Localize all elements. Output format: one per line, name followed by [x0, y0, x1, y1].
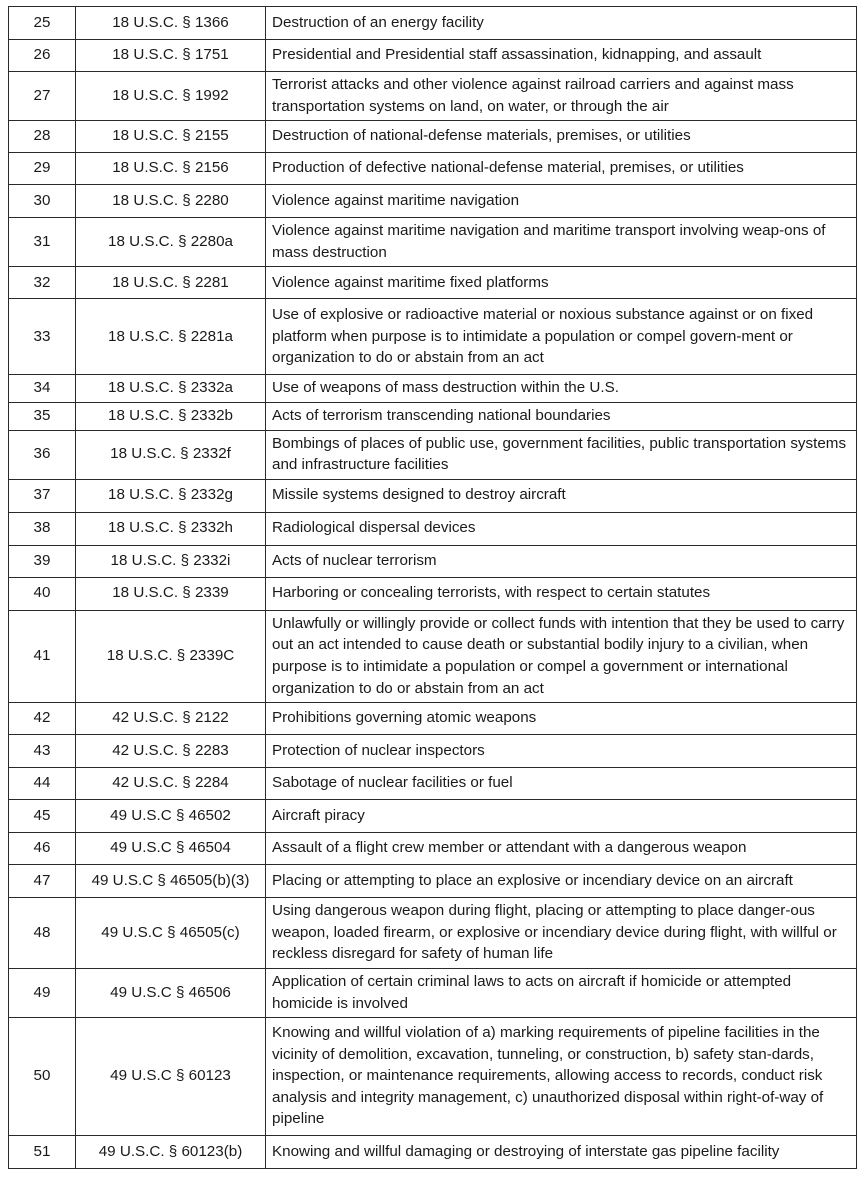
offense-description: Protection of nuclear inspectors: [266, 735, 857, 768]
offense-description: Acts of terrorism transcending national boundaries: [266, 402, 857, 430]
offense-description: Acts of nuclear terrorism: [266, 545, 857, 577]
statute-citation: 18 U.S.C. § 2281: [76, 267, 266, 299]
row-number: 38: [9, 512, 76, 545]
offense-description: Use of weapons of mass destruction within the U.S.: [266, 375, 857, 403]
row-number: 47: [9, 865, 76, 898]
row-number: 45: [9, 800, 76, 833]
table-row: [9, 610, 857, 702]
row-number: 26: [9, 40, 76, 72]
table-row: [9, 375, 857, 403]
table-row: [9, 430, 857, 479]
offense-description: Aircraft piracy: [266, 800, 857, 833]
statute-citation: 18 U.S.C. § 2332h: [76, 512, 266, 545]
statutes-table-body: [9, 7, 857, 1169]
offense-description: Destruction of an energy facility: [266, 7, 857, 40]
statute-citation: 49 U.S.C § 46506: [76, 968, 266, 1017]
table-row: [9, 185, 857, 218]
offense-description: Violence against maritime navigation and maritime transport involving weap-ons of mass destruction: [266, 218, 857, 267]
row-number: 36: [9, 430, 76, 479]
offense-description: Sabotage of nuclear facilities or fuel: [266, 768, 857, 800]
statute-citation: 49 U.S.C § 46502: [76, 800, 266, 833]
table-row: [9, 577, 857, 610]
table-row: [9, 865, 857, 898]
statute-citation: 18 U.S.C. § 2332g: [76, 479, 266, 512]
row-number: 33: [9, 299, 76, 375]
offense-description: Prohibitions governing atomic weapons: [266, 703, 857, 735]
table-row: [9, 1136, 857, 1169]
row-number: 39: [9, 545, 76, 577]
row-number: 43: [9, 735, 76, 768]
statute-citation: 18 U.S.C. § 2281a: [76, 299, 266, 375]
offense-description: Harboring or concealing terrorists, with respect to certain statutes: [266, 577, 857, 610]
statute-citation: 18 U.S.C. § 2339: [76, 577, 266, 610]
offense-description: Missile systems designed to destroy aircraft: [266, 479, 857, 512]
table-row: [9, 735, 857, 768]
statute-citation: 18 U.S.C. § 2280a: [76, 218, 266, 267]
table-row: [9, 153, 857, 185]
statute-citation: 18 U.S.C. § 2155: [76, 121, 266, 153]
row-number: 49: [9, 968, 76, 1017]
statute-citation: 18 U.S.C. § 2339C: [76, 610, 266, 702]
statute-citation: 18 U.S.C. § 2332b: [76, 402, 266, 430]
table-row: [9, 40, 857, 72]
table-row: [9, 703, 857, 735]
offense-description: Knowing and willful violation of a) marking requirements of pipeline facilities in the vicinity of demolition, excavation, tunneling, or construction, b) safety stan-dards, inspection, or maintenance requirements, allowing access to records, conduct risk analysis and integrity management, c) unauthorized disposal within right-of-way of pipeline: [266, 1018, 857, 1136]
offense-description: Unlawfully or willingly provide or collect funds with intention that they be used to carry out an act intended to cause death or substantial bodily injury to a civilian, when purpose is to intimidate a population or compel a government or international organization to do or abstain from an act: [266, 610, 857, 702]
statute-citation: 18 U.S.C. § 2280: [76, 185, 266, 218]
row-number: 37: [9, 479, 76, 512]
offense-description: Destruction of national-defense materials, premises, or utilities: [266, 121, 857, 153]
row-number: 42: [9, 703, 76, 735]
row-number: 48: [9, 898, 76, 969]
row-number: 31: [9, 218, 76, 267]
row-number: 35: [9, 402, 76, 430]
row-number: 41: [9, 610, 76, 702]
table-row: [9, 898, 857, 969]
row-number: 51: [9, 1136, 76, 1169]
row-number: 44: [9, 768, 76, 800]
statute-citation: 18 U.S.C. § 1751: [76, 40, 266, 72]
row-number: 25: [9, 7, 76, 40]
table-row: [9, 833, 857, 865]
offense-description: Using dangerous weapon during flight, placing or attempting to place danger-ous weapon, loaded firearm, or explosive or incendiary device during flight, with willful or reckless disregard for safety of human life: [266, 898, 857, 969]
row-number: 50: [9, 1018, 76, 1136]
statute-citation: 18 U.S.C. § 2156: [76, 153, 266, 185]
row-number: 27: [9, 72, 76, 121]
table-row: [9, 267, 857, 299]
table-row: [9, 545, 857, 577]
offense-description: Violence against maritime fixed platforms: [266, 267, 857, 299]
table-row: [9, 7, 857, 40]
table-row: [9, 800, 857, 833]
table-row: [9, 121, 857, 153]
offense-description: Violence against maritime navigation: [266, 185, 857, 218]
statute-citation: 49 U.S.C § 46505(c): [76, 898, 266, 969]
offense-description: Use of explosive or radioactive material or noxious substance against or on fixed platform when purpose is to intimidate a population or compel govern-ment or organization to do or abstain from an act: [266, 299, 857, 375]
statute-citation: 49 U.S.C § 46505(b)(3): [76, 865, 266, 898]
offense-description: Knowing and willful damaging or destroying of interstate gas pipeline facility: [266, 1136, 857, 1169]
statute-citation: 42 U.S.C. § 2283: [76, 735, 266, 768]
row-number: 32: [9, 267, 76, 299]
statute-citation: 18 U.S.C. § 2332f: [76, 430, 266, 479]
statute-citation: 18 U.S.C. § 1992: [76, 72, 266, 121]
statute-citation: 18 U.S.C. § 1366: [76, 7, 266, 40]
table-row: [9, 768, 857, 800]
statute-citation: 18 U.S.C. § 2332a: [76, 375, 266, 403]
table-row: [9, 72, 857, 121]
statute-citation: 42 U.S.C. § 2284: [76, 768, 266, 800]
offense-description: Placing or attempting to place an explosive or incendiary device on an aircraft: [266, 865, 857, 898]
table-row: [9, 512, 857, 545]
statutes-table: [8, 6, 857, 1169]
statute-citation: 18 U.S.C. § 2332i: [76, 545, 266, 577]
offense-description: Terrorist attacks and other violence against railroad carriers and against mass transportation systems on land, on water, or through the air: [266, 72, 857, 121]
statute-citation: 49 U.S.C § 46504: [76, 833, 266, 865]
offense-description: Assault of a flight crew member or attendant with a dangerous weapon: [266, 833, 857, 865]
offense-description: Radiological dispersal devices: [266, 512, 857, 545]
statute-citation: 49 U.S.C § 60123: [76, 1018, 266, 1136]
row-number: 30: [9, 185, 76, 218]
table-row: [9, 402, 857, 430]
table-row: [9, 968, 857, 1017]
table-row: [9, 218, 857, 267]
offense-description: Bombings of places of public use, government facilities, public transportation systems and infrastructure facilities: [266, 430, 857, 479]
row-number: 28: [9, 121, 76, 153]
offense-description: Presidential and Presidential staff assassination, kidnapping, and assault: [266, 40, 857, 72]
row-number: 46: [9, 833, 76, 865]
offense-description: Application of certain criminal laws to acts on aircraft if homicide or attempted homicide is involved: [266, 968, 857, 1017]
row-number: 40: [9, 577, 76, 610]
row-number: 29: [9, 153, 76, 185]
statute-citation: 49 U.S.C. § 60123(b): [76, 1136, 266, 1169]
table-row: [9, 299, 857, 375]
offense-description: Production of defective national-defense material, premises, or utilities: [266, 153, 857, 185]
row-number: 34: [9, 375, 76, 403]
statute-citation: 42 U.S.C. § 2122: [76, 703, 266, 735]
table-row: [9, 1018, 857, 1136]
table-row: [9, 479, 857, 512]
